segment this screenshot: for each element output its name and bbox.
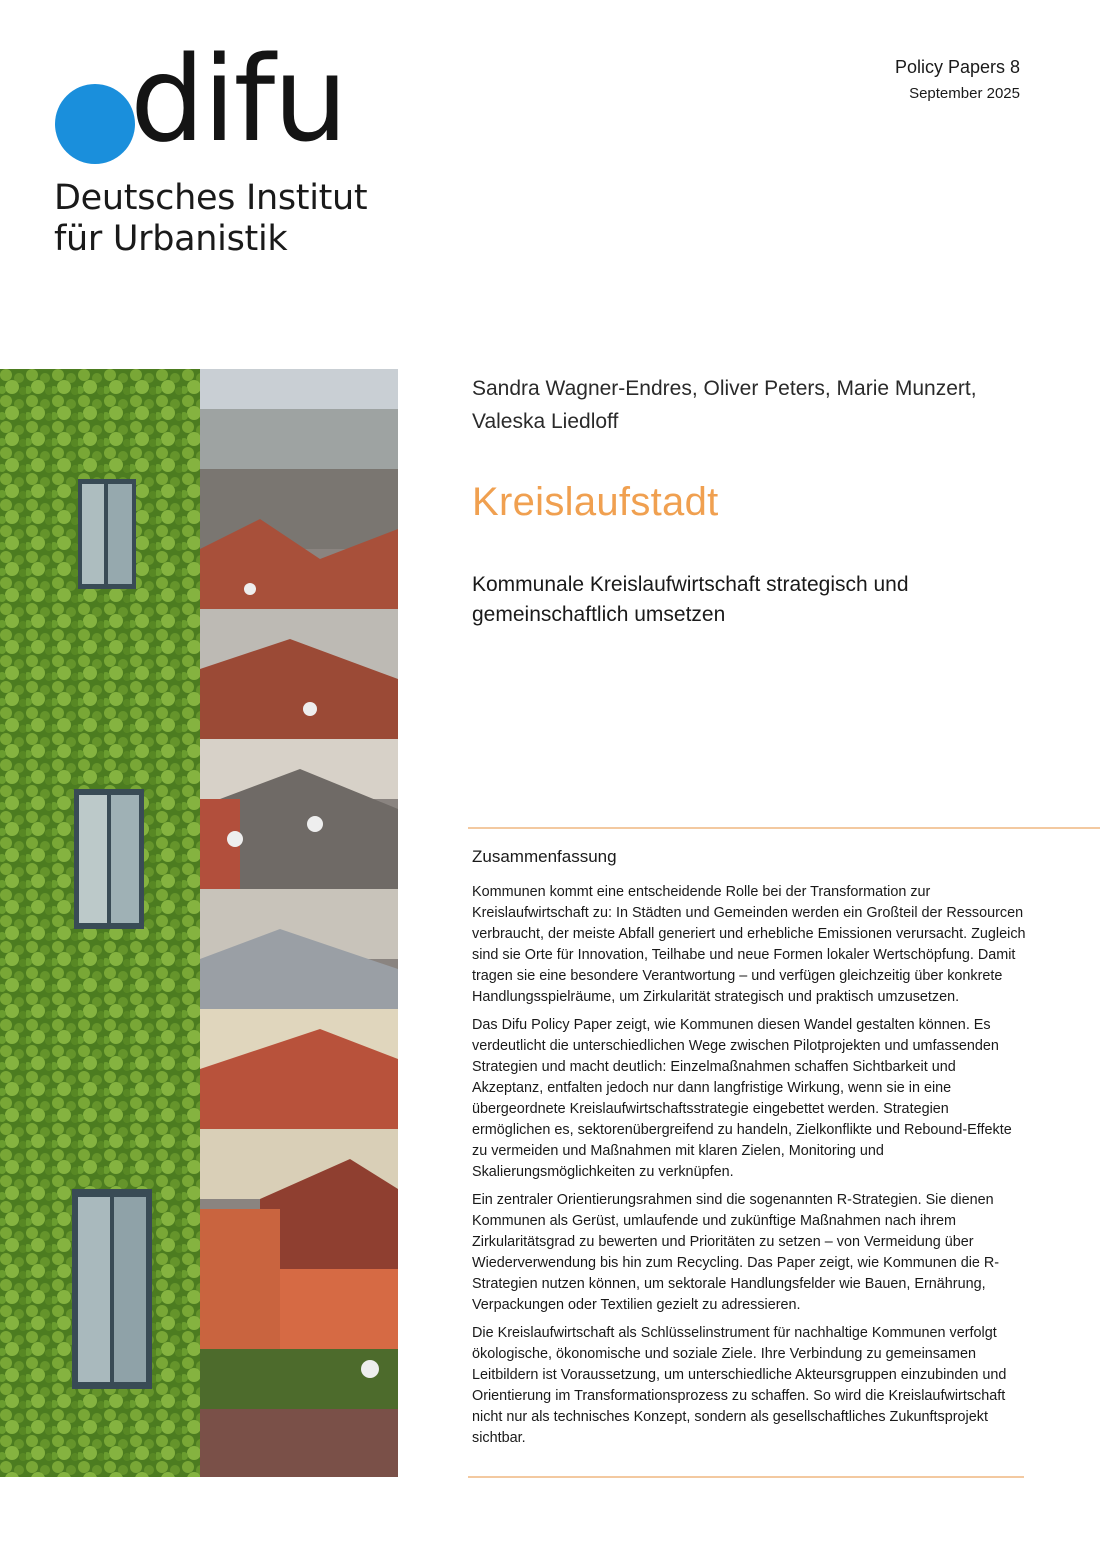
summary-top-divider (468, 827, 1100, 829)
authors-line2: Valeska Liedloff (472, 410, 619, 433)
institute-name (54, 178, 367, 260)
institute-name-line2: für Urbanistik (54, 219, 288, 259)
ivy-facade-image (0, 369, 200, 1477)
rooftops-image (200, 369, 398, 1477)
summary-paragraph-4: Die Kreislaufwirtschaft als Schlüsselinstrument für nachhaltige Kommunen verfolgt ökologische, ökonomische und soziale Ziele. Ihre Verbindung zu gemeinsamen Leitbildern ist Voraussetzung, um unterschiedliche Akteursgruppen einzubinden und Orientierung im Transformationsprozess zu schaffen. So wird die Kreislaufwirtschaft nicht nur als technisches Konzept, sondern als gesellschaftliches Zukunftsprojekt sichtbar. (472, 1325, 1007, 1446)
document-title: Kreislaufstadt (472, 480, 719, 524)
summary-paragraph-1: Kommunen kommt eine entscheidende Rolle bei der Transformation zur Kreislaufwirtschaft zu: In Städten und Gemeinden werden ein Großteil der Ressourcen verbraucht, der meiste Abfall generiert und erhebliche Emissionen verursacht. Zugleich sind sie Orte für Innovation, Teilhabe und neue Formen lokaler Wertschöpfung. Damit tragen sie eine besondere Verantwortung – und verfügen gleichzeitig über konkrete Handlungsspielräume, um Zirkularität strategisch und praktisch umzusetzen. (472, 884, 1026, 1005)
subtitle-line2: gemeinschaftlich umsetzen (472, 603, 726, 626)
series-title: Policy Papers 8 (894, 57, 1020, 77)
summary-body (472, 882, 1030, 1456)
rooftops-photo (200, 369, 398, 1477)
authors (472, 372, 1032, 438)
summary-heading: Zusammenfassung (472, 847, 617, 866)
summary-paragraph-3: Ein zentraler Orientierungsrahmen sind die sogenannten R-Strategien. Sie dienen Kommunen als Gerüst, umlaufende und zukünftige Maßnahmen nach ihrem Zirkularitätsgrad zu bewerten und Prioritäten zu setzen – von Vermeidung über Wiederverwendung bis hin zum Recycling. Das Paper zeigt, wie Kommunen die R-Strategien nutzen können, um sektorale Handlungsfelder wie Bauen, Ernährung, Verpackungen oder Textilien gezielt zu adressieren. (472, 1192, 1000, 1313)
logo-wordmark: difu (130, 30, 347, 168)
logo-blue-dot (55, 84, 135, 164)
publication-date: September 2025 (909, 85, 1020, 102)
series-info (895, 56, 1020, 103)
document-subtitle (472, 570, 1012, 630)
subtitle-line1: Kommunale Kreislaufwirtschaft strategisch und (472, 573, 909, 596)
authors-line1: Sandra Wagner-Endres, Oliver Peters, Marie Munzert, (472, 377, 977, 400)
summary-bottom-divider (468, 1476, 1024, 1478)
institute-name-line1: Deutsches Institut (54, 178, 368, 218)
summary-paragraph-2: Das Difu Policy Paper zeigt, wie Kommunen diesen Wandel gestalten können. Es verdeutlicht die unterschiedlichen Wege zwischen Pilotprojekten und umfassenden Strategien und macht deutlich: Einzelmaßnahmen schaffen Sichtbarkeit und Akzeptanz, entfalten jedoch nur dann langfristige Wirkung, wenn sie in eine übergeordnete Kreislaufwirtschaftsstrategie eingebettet werden. Strategien ermöglichen es, sektorenübergreifend zu handeln, Zielkonflikte und Rebound-Effekte zu vermeiden und Maßnahmen mit klaren Zielen, Monitoring und Skalierungsmöglichkeiten zu verknüpfen. (472, 1017, 1012, 1180)
difu-logo (52, 30, 382, 273)
ivy-facade-photo (0, 369, 200, 1477)
